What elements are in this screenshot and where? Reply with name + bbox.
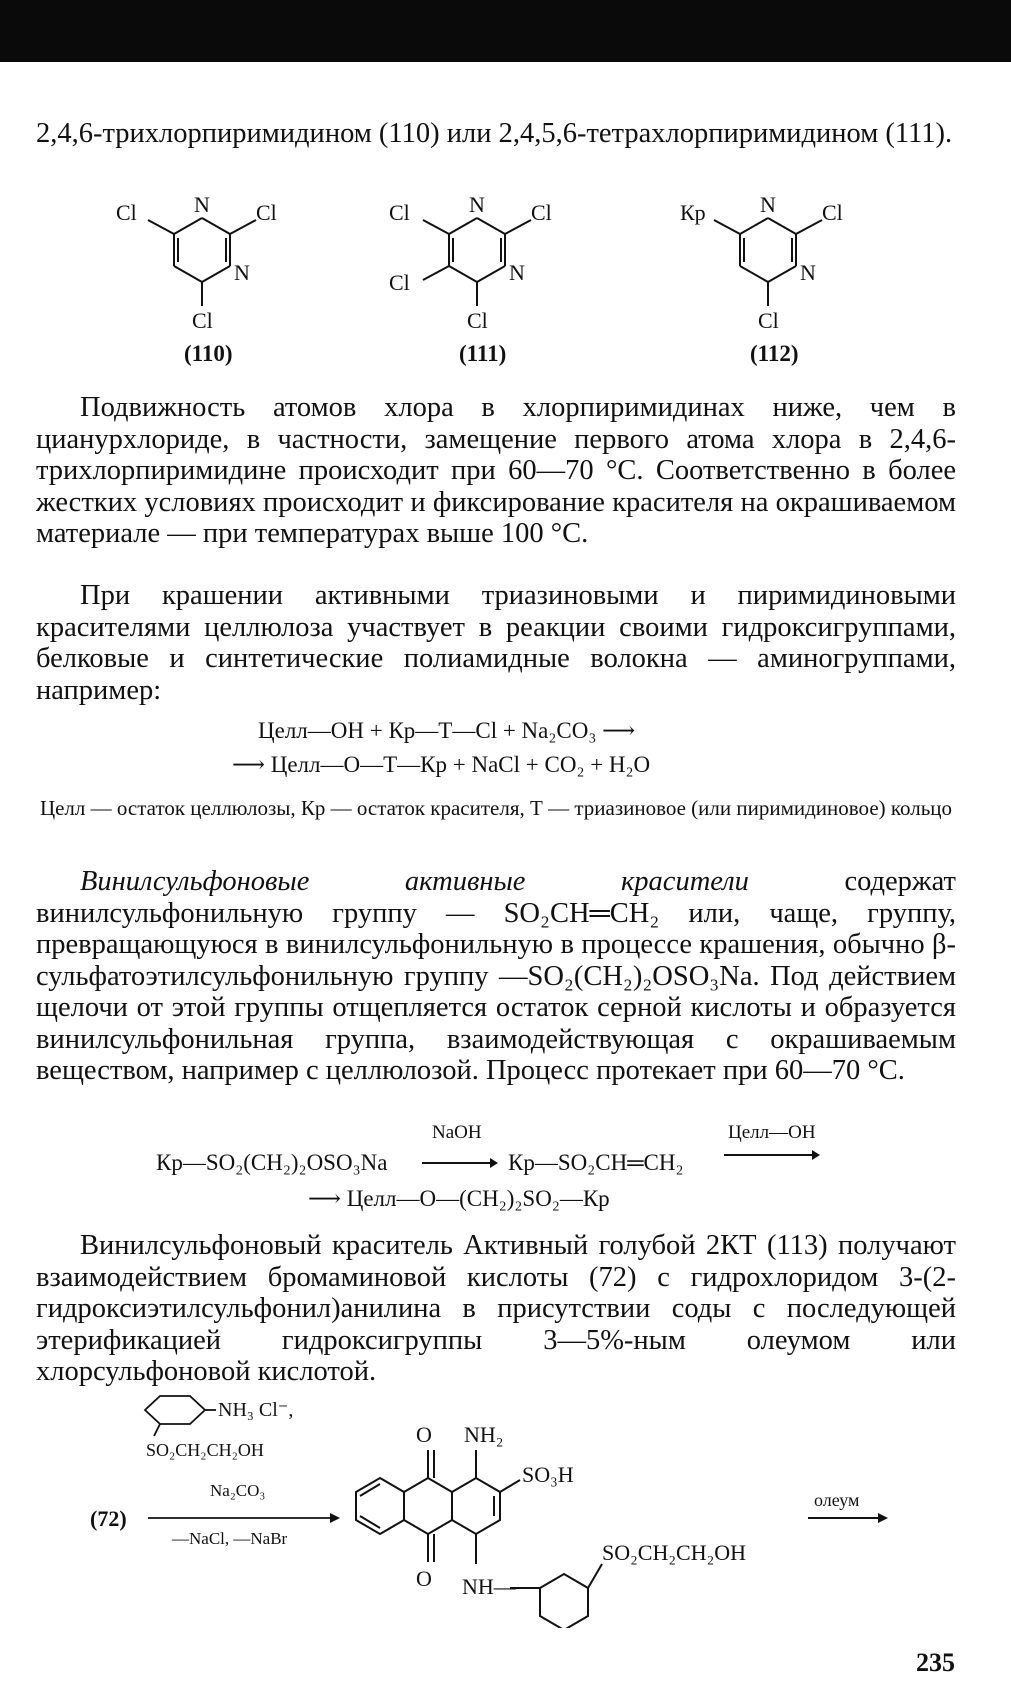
paragraph-vinylsulfone	[36, 866, 956, 1087]
equation-1-line-1: Целл—ОН + Кр—Т—Cl + Na₂CO₃ ⟶	[258, 718, 636, 743]
atom-cl: Cl	[389, 270, 410, 295]
atom-n: N	[469, 192, 485, 217]
structure-label: (111)	[459, 341, 507, 366]
synthesis-scheme	[90, 1378, 930, 1628]
atom-o: O	[416, 1566, 432, 1591]
atom-cl: Cl	[389, 200, 410, 225]
term-vinylsulfone-dyes: Винилсульфоновые активные красители	[80, 866, 749, 897]
reagent-substituent: SO₂CH₂CH₂OH	[146, 1440, 264, 1460]
equation-2-reagent-cell: Целл—ОН	[728, 1122, 816, 1143]
structure-label: (112)	[750, 341, 799, 366]
paragraph-mobility: Подвижность атомов хлора в хлорпиримидинах ниже, чем в цианурхлориде, в частности, замещение первого атома хлора в 2,4,6-трихлорпиримидине происходит при 60—70 °С. Соответственно в более жестких условиях происходит и фиксирование красителя на окрашиваемом материале — при температурах выше 100 °С.	[36, 392, 956, 549]
atom-kr: Кр	[680, 200, 706, 225]
arrow-icon	[722, 1148, 822, 1162]
atom-nh2: NH₂	[464, 1422, 504, 1447]
atom-n: N	[760, 192, 776, 217]
page-number: 235	[916, 1648, 955, 1677]
reagent-na2co3: Na₂CO₃	[210, 1481, 266, 1500]
atom-so3h: SO₃H	[522, 1462, 574, 1487]
equation-caption: Целл — остаток целлюлозы, Кр — остаток красителя, Т — триазиновое (или пиримидиновое) кольцо	[39, 796, 953, 820]
atom-cl: Cl	[256, 200, 277, 225]
atom-nh: NH—	[462, 1574, 516, 1599]
atom-cl: Cl	[192, 308, 213, 333]
atom-sulfonyl: SO₂CH₂CH₂OH	[602, 1540, 747, 1565]
reagent-byproducts: —NaCl, —NaBr	[172, 1529, 288, 1548]
scan-top-border	[0, 0, 1011, 62]
atom-cl: Cl	[758, 308, 779, 333]
atom-cl: Cl	[822, 200, 843, 225]
atom-n: N	[800, 260, 816, 285]
reagent-oleum: олеум	[814, 1490, 860, 1510]
structure-label: (110)	[184, 341, 233, 366]
equation-2-reactant: Кр—SO₂(CH₂)₂OSO₃Na	[156, 1150, 388, 1175]
paragraph-dyeing: При крашении активными триазиновыми и пиримидиновыми красителями целлюлоза участвует в реакции своими гидроксигруппами, белковые и синтетические полиамидные волокна — аминогруппами, например:	[36, 580, 956, 706]
atom-n: N	[234, 260, 250, 285]
atom-n: N	[509, 260, 525, 285]
compound-label-72: (72)	[90, 1506, 127, 1531]
atom-o: O	[416, 1422, 432, 1447]
intro-text: 2,4,6-трихлорпиримидином (110) или 2,4,5,6-тетрахлорпиримидином (111).	[36, 118, 953, 149]
structure-111	[385, 188, 585, 368]
atom-cl: Cl	[531, 200, 552, 225]
equation-1-line-2: ⟶ Целл—О—Т—Кр + NaCl + CO₂ + H₂O	[232, 752, 651, 777]
atom-cl: Cl	[467, 308, 488, 333]
reagent-ammonium: NH₃ Cl⁻,	[218, 1399, 294, 1421]
equation-2-intermediate: Кр—SO₂CH═CH₂	[508, 1150, 684, 1175]
atom-cl: Cl	[116, 200, 137, 225]
structure-112	[676, 188, 876, 368]
equation-2-reagent-naoh: NaOH	[432, 1122, 482, 1143]
paragraph-active-blue: Винилсульфоновый краситель Активный голубой 2КТ (113) получают взаимодействием бромаминовой кислоты (72) с гидрохлоридом 3-(2-гидроксиэтилсульфонил)анилина в присутствии соды с последующей этерификацией гидроксигруппы 3—5%-ным олеумом или хлорсульфоновой кислотой.	[36, 1230, 956, 1387]
atom-n: N	[194, 192, 210, 217]
arrow-icon	[420, 1156, 500, 1170]
equation-2-product: ⟶ Целл—О—(CH₂)₂SO₂—Кр	[308, 1186, 610, 1211]
paragraph-vinylsulfone-body: содержат винилсульфонильную группу — SO₂CH═CH₂ или, чаще, группу, превращающуюся в винилсульфонильную в процессе крашения, обычно β-сульфатоэтилсульфонильную группу —SO₂(CH₂)₂OSO₃Na. Под действием щелочи от этой группы отщепляется остаток серной кислоты и образуется винилсульфонильная группа, взаимодействующая с окрашиваемым веществом, например с целлюлозой. Процесс протекает при 60—70 °С.	[36, 866, 956, 1086]
structure-110	[110, 188, 290, 368]
